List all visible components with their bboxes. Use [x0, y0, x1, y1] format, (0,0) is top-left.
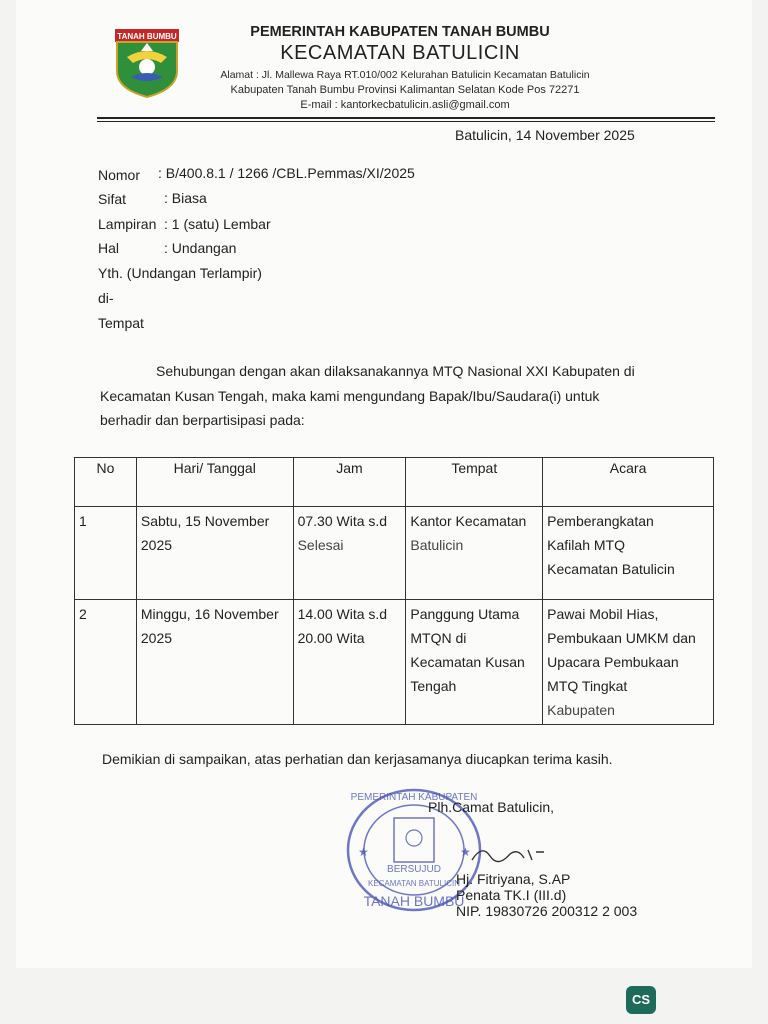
cell-date: Sabtu, 15 November 2025 [136, 507, 293, 600]
body-paragraph-line1: Sehubungan dengan akan dilaksanakannya MTQ Nasional XXI Kabupaten di [156, 363, 635, 379]
hal-value: : Undangan [164, 240, 237, 256]
signatory-name: Hj. Fitriyana, S.AP [456, 871, 571, 887]
col-header-time: Jam [293, 458, 406, 507]
stamp-inner-text: KECAMATAN BATULICIN [367, 879, 461, 888]
stamp-top-text: PEMERINTAH KABUPATEN [350, 792, 478, 803]
svg-text:★: ★ [460, 845, 471, 859]
lampiran-value: : 1 (satu) Lembar [164, 216, 271, 232]
sifat-value: : Biasa [164, 190, 207, 206]
col-header-date: Hari/ Tanggal [136, 458, 293, 507]
col-header-event: Acara [543, 458, 714, 507]
logo-caption: TANAH BUMBU [117, 32, 177, 41]
signatory-rank: Penata TK.I (III.d) [456, 887, 567, 903]
svg-text:★: ★ [358, 845, 369, 859]
table-header-row [75, 458, 714, 507]
hal-label: Hal [98, 240, 120, 256]
stamp-mid-text: BERSUJUD [387, 864, 441, 875]
body-paragraph-line2: Kecamatan Kusan Tengah, maka kami mengundang Bapak/Ibu/Saudara(i) untuk [100, 388, 600, 404]
letter-date: Batulicin, 14 November 2025 [455, 127, 635, 143]
col-header-place: Tempat [406, 458, 543, 507]
cell-event: Pawai Mobil Hias, Pembukaan UMKM dan Upacara Pembukaan MTQ Tingkat Kabupaten [543, 600, 714, 725]
signatory-title: Plh.Camat Batulicin, [428, 799, 555, 815]
nomor-value: : B/400.8.1 / 1266 /CBL.Pemmas/XI/2025 [158, 165, 415, 181]
handwritten-signature [470, 838, 550, 873]
table-row [75, 600, 714, 725]
stamp-bottom-text: TANAH BUMBU [363, 893, 465, 909]
table-row [75, 507, 714, 600]
event-schedule-table [74, 457, 714, 725]
body-paragraph-line3: berhadir dan berpartisipasi pada: [100, 412, 305, 428]
cell-no: 2 [75, 600, 137, 725]
cell-time: 14.00 Wita s.d 20.00 Wita [293, 600, 406, 725]
letterhead-email: E-mail : kantorkecbatulicin.asli@gmail.com [300, 99, 510, 111]
col-header-no: No [75, 458, 137, 507]
cell-time: 07.30 Wita s.d Selesai [293, 507, 406, 600]
camscanner-badge-icon: CS [626, 986, 656, 1014]
tempat-line: Tempat [98, 315, 144, 331]
signatory-nip: NIP. 19830726 200312 2 003 [456, 903, 638, 919]
cell-place: Panggung Utama MTQN di Kecamatan Kusan Tengah [406, 600, 543, 725]
sifat-label: Sifat [98, 191, 127, 207]
letterhead-rule-thin [97, 121, 715, 122]
cell-no: 1 [75, 507, 137, 600]
cell-date: Minggu, 16 November 2025 [136, 600, 293, 725]
di-line: di- [98, 290, 114, 306]
letterhead-address: Alamat : Jl. Mallewa Raya RT.010/002 Kelurahan Batulicin Kecamatan Batulicin [220, 69, 590, 81]
recipient-line: Yth. (Undangan Terlampir) [98, 265, 262, 281]
cell-event: Pemberangkatan Kafilah MTQ Kecamatan Batulicin [543, 507, 714, 600]
nomor-label: Nomor [98, 167, 141, 183]
letterhead-government: PEMERINTAH KABUPATEN TANAH BUMBU [250, 24, 550, 40]
closing-sentence: Demikian di sampaikan, atas perhatian dan kerjasamanya diucapkan terima kasih. [102, 751, 613, 767]
lampiran-label: Lampiran [98, 216, 157, 232]
letterhead-district: KECAMATAN BATULICIN [280, 42, 520, 64]
letterhead-rule-thick [97, 117, 715, 119]
cell-place: Kantor Kecamatan Batulicin [406, 507, 543, 600]
letterhead-region: Kabupaten Tanah Bumbu Provinsi Kalimantan Selatan Kode Pos 72271 [230, 84, 580, 96]
